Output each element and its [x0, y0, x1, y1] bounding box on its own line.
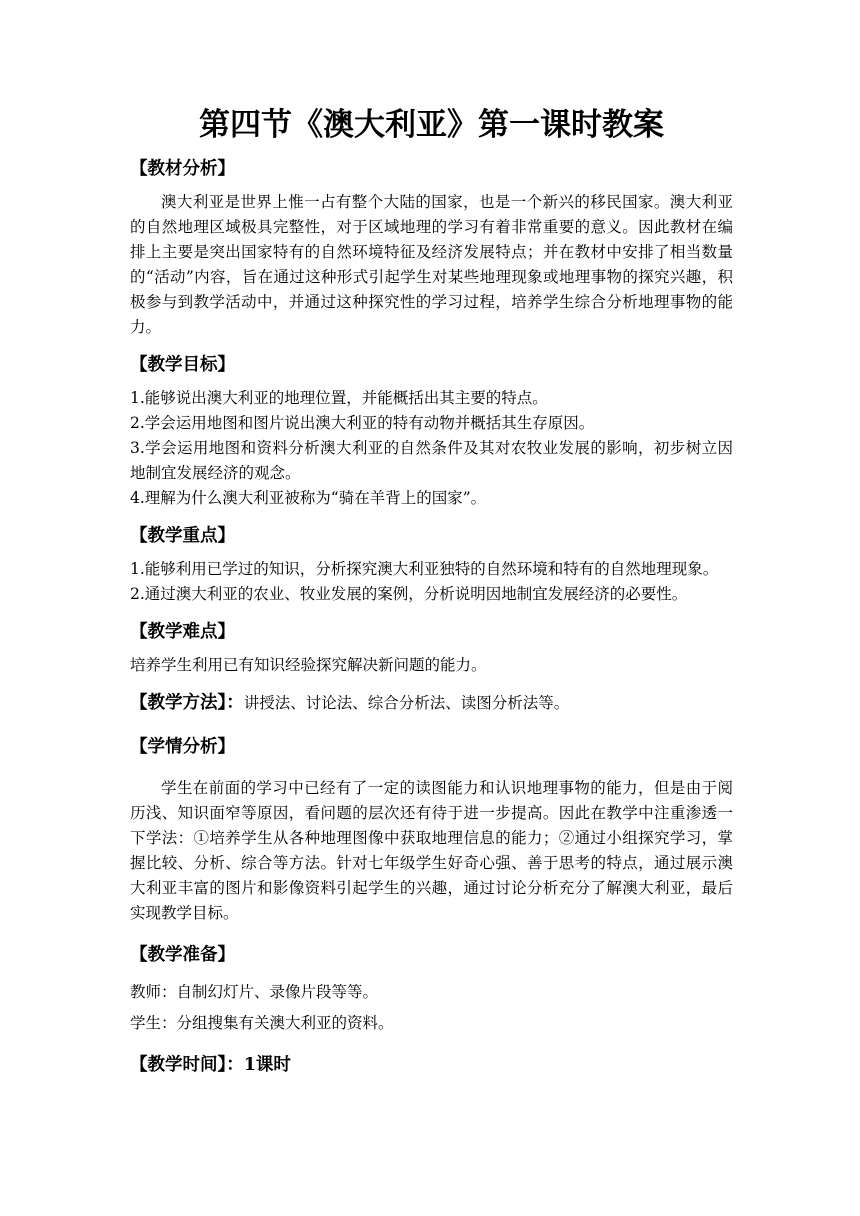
section-heading: 【教材分析】 — [130, 159, 235, 179]
section-heading: 【教学重点】 — [130, 526, 235, 546]
section-heading: 【教学目标】 — [130, 355, 235, 375]
section-heading: 【学情分析】 — [130, 737, 235, 757]
section-heading: 【教学方法】： — [130, 693, 244, 713]
section-key-points — [130, 521, 733, 607]
section-teaching-time — [130, 1050, 733, 1080]
section-body: 培养学生利用已有知识经验探究解决新问题的能力。 — [130, 656, 487, 674]
section-teaching-goals — [130, 350, 733, 511]
section-body: 澳大利亚是世界上惟一占有整个大陆的国家，也是一个新兴的移民国家。澳大利亚的自然地理区域极具完整性，对于区域地理的学习有着非常重要的意义。因此教材在编排上主要是突出国家特有的自然环境特征及经济发展特点；并在教材中安排了相当数量的“活动”内容，旨在通过这种形式引起学生对某些地理现象或地理事物的探究兴趣，积极参与到教学活动中，并通过这种探究性的学习过程，培养学生综合分析地理事物的能力。 — [130, 193, 733, 336]
section-heading: 【教学时间】： — [130, 1055, 244, 1075]
section-heading-inline — [130, 1050, 733, 1080]
section-methods — [130, 688, 733, 718]
list-item: 1.能够说出澳大利亚的地理位置，并能概括出其主要的特点。 — [130, 389, 548, 407]
document-title: 第四节《澳大利亚》第一课时教案 — [199, 107, 664, 143]
section-body: 1课时 — [243, 1055, 291, 1075]
section-student-analysis — [130, 732, 733, 926]
list-item: 3.学会运用地图和资料分析澳大利亚的自然条件及其对农牧业发展的影响，初步树立因地制宜发展经济的观念。 — [130, 439, 733, 482]
list-item: 1.能够利用已学过的知识，分析探究澳大利亚独特的自然环境和特有的自然地理现象。 — [130, 560, 719, 578]
teacher-preparation: 教师：自制幻灯片、录像片段等等。 — [130, 983, 379, 1001]
section-preparation — [130, 940, 733, 1036]
list-item: 4.理解为什么澳大利亚被称为“骑在羊背上的国家”。 — [130, 489, 487, 507]
section-textbook-analysis — [130, 154, 733, 340]
list-item: 2.学会运用地图和图片说出澳大利亚的特有动物并概括其生存原因。 — [130, 414, 595, 432]
document-page — [130, 100, 733, 1080]
section-heading: 【教学难点】 — [130, 622, 235, 642]
section-body: 讲授法、讨论法、综合分析法、读图分析法等。 — [243, 694, 570, 712]
section-body: 学生在前面的学习中已经有了一定的读图能力和认识地理事物的能力，但是由于阅历浅、知识面窄等原因，看问题的层次还有待于进一步提高。因此在教学中注重渗透一下学法：①培养学生从各种地理图像中获取地理信息的能力；②通过小组探究学习，掌握比较、分析、综合等方法。针对七年级学生好奇心强、善于思考的特点，通过展示澳大利亚丰富的图片和影像资料引起学生的兴趣，通过讨论分析充分了解澳大利亚，最后实现教学目标。 — [130, 779, 733, 922]
section-heading-inline — [130, 688, 733, 718]
student-preparation: 学生：分组搜集有关澳大利亚的资料。 — [130, 1014, 394, 1032]
section-difficulties — [130, 617, 733, 678]
list-item: 2.通过澳大利亚的农业、牧业发展的案例，分析说明因地制宜发展经济的必要性。 — [130, 585, 688, 603]
section-heading: 【教学准备】 — [130, 945, 235, 965]
